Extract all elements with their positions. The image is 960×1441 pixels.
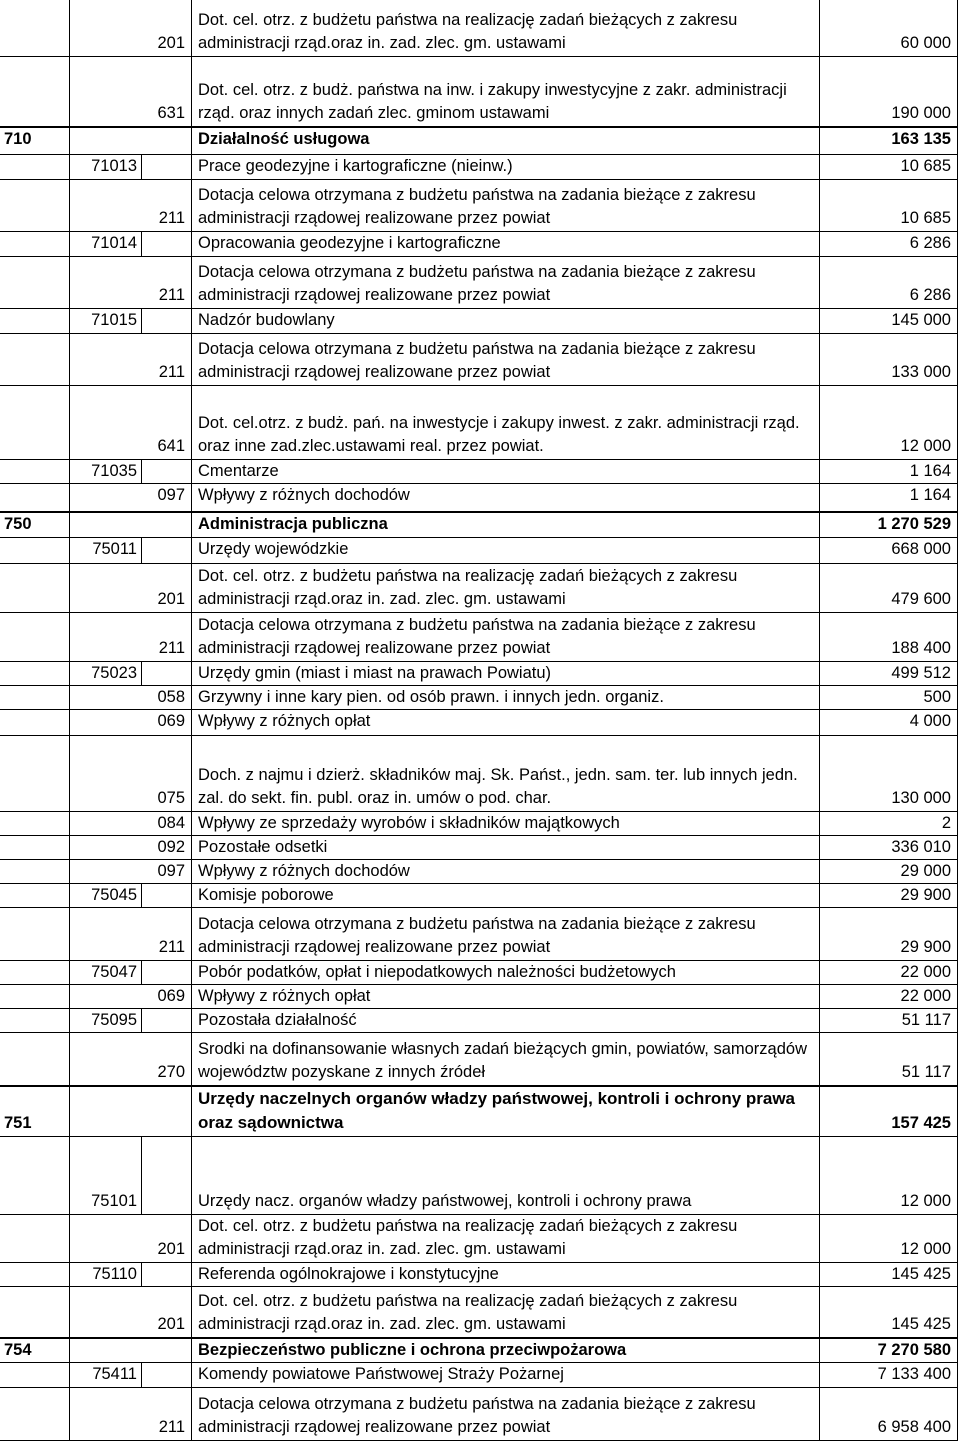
paragraf-row (0, 483, 958, 511)
paragraf-code (142, 1009, 192, 1032)
rozdzial-code (70, 257, 142, 308)
paragraf-code (142, 1363, 192, 1387)
dzial-code (0, 1287, 70, 1337)
paragraf-code: 211 (142, 334, 192, 385)
item-amount: 157 425 (820, 1087, 958, 1136)
paragraf-code: 097 (142, 860, 192, 883)
item-name: Wpływy z różnych opłat (192, 710, 820, 735)
dzial-code (0, 232, 70, 256)
dzial-code (0, 155, 70, 179)
rozdzial-code (70, 710, 142, 735)
rozdzial-code: 75095 (70, 1009, 142, 1032)
item-amount: 12 000 (820, 1137, 958, 1214)
item-name: Dotacja celowa otrzymana z budżetu państwa na zadania bieżące z zakresu administracji rządowej realizowane przez powiat (192, 257, 820, 308)
item-name: Referenda ogólnokrajowe i konstytucyjne (192, 1263, 820, 1286)
paragraf-code: 270 (142, 1033, 192, 1085)
item-amount: 145 000 (820, 309, 958, 333)
paragraf-row (0, 1387, 958, 1441)
paragraf-code: 641 (142, 386, 192, 459)
item-amount: 6 286 (820, 257, 958, 308)
paragraf-row (0, 0, 958, 56)
paragraf-code (142, 961, 192, 984)
item-name: Pozostała działalność (192, 1009, 820, 1032)
rozdzial-code (70, 1287, 142, 1337)
rozdzial-code (70, 180, 142, 231)
item-amount: 10 685 (820, 155, 958, 179)
rozdzial-code (70, 1388, 142, 1440)
item-amount: 133 000 (820, 334, 958, 385)
paragraf-code: 201 (142, 1287, 192, 1337)
item-name: Nadzór budowlany (192, 309, 820, 333)
rozdzial-code (70, 908, 142, 960)
item-amount: 29 900 (820, 884, 958, 907)
rozdzial-code (70, 613, 142, 661)
item-name: Administracja publiczna (192, 513, 820, 537)
rozdzial-row (0, 1136, 958, 1214)
rozdzial-row (0, 1362, 958, 1387)
item-amount: 145 425 (820, 1263, 958, 1286)
dzial-code (0, 564, 70, 612)
item-amount: 60 000 (820, 0, 958, 56)
item-name: Dot. cel. otrz. z budżetu państwa na realizację zadań bieżących z zakresu administracji rząd.oraz in. zad. zlec. gm. ustawami (192, 1287, 820, 1337)
rozdzial-row (0, 661, 958, 685)
paragraf-code (142, 460, 192, 483)
item-name: Dot. cel.otrz. z budż. pań. na inwestycje i zakupy inwest. z zakr. administracji rząd. oraz inne zad.zlec.ustawami real. przez powiat. (192, 386, 820, 459)
rozdzial-row (0, 1008, 958, 1032)
item-amount: 6 958 400 (820, 1388, 958, 1440)
paragraf-row (0, 811, 958, 835)
paragraf-code (142, 1137, 192, 1214)
paragraf-code: 201 (142, 1215, 192, 1262)
item-name: Komisje poborowe (192, 884, 820, 907)
item-name: Doch. z najmu i dzierż. składników maj. Sk. Państ., jedn. sam. ter. lub innych jedn. zal. do sekt. fin. publ. oraz in. umów o pod. char. (192, 736, 820, 811)
rozdzial-row (0, 231, 958, 256)
dzial-code: 710 (0, 128, 70, 154)
paragraf-code: 069 (142, 710, 192, 735)
paragraf-code (142, 1263, 192, 1286)
paragraf-row (0, 685, 958, 709)
dzial-code: 754 (0, 1339, 70, 1362)
rozdzial-code: 75411 (70, 1363, 142, 1387)
rozdzial-code: 75023 (70, 662, 142, 685)
rozdzial-code (70, 484, 142, 511)
rozdzial-row (0, 883, 958, 907)
rozdzial-code (70, 386, 142, 459)
item-amount: 7 270 580 (820, 1339, 958, 1362)
item-amount: 7 133 400 (820, 1363, 958, 1387)
paragraf-row (0, 563, 958, 612)
item-amount: 51 117 (820, 1009, 958, 1032)
paragraf-code: 211 (142, 613, 192, 661)
dzial-code: 751 (0, 1087, 70, 1136)
item-amount: 10 685 (820, 180, 958, 231)
paragraf-row (0, 984, 958, 1008)
paragraf-row (0, 735, 958, 811)
dzial-code (0, 1215, 70, 1262)
paragraf-code (142, 662, 192, 685)
dzial-code (0, 57, 70, 126)
paragraf-code (142, 884, 192, 907)
paragraf-row (0, 1214, 958, 1262)
item-name: Srodki na dofinansowanie własnych zadań bieżących gmin, powiatów, samorządów województw pozyskane z innych źródeł (192, 1033, 820, 1085)
paragraf-code (142, 1339, 192, 1362)
dzial-code (0, 334, 70, 385)
paragraf-code: 058 (142, 686, 192, 709)
dzial-code (0, 1388, 70, 1440)
item-amount: 6 286 (820, 232, 958, 256)
item-name: Urzędy gmin (miast i miast na prawach Powiatu) (192, 662, 820, 685)
rozdzial-row (0, 1262, 958, 1286)
dzial-code (0, 1033, 70, 1085)
dzial-code (0, 985, 70, 1008)
item-name: Dot. cel. otrz. z budżetu państwa na realizację zadań bieżących z zakresu administracji rząd.oraz in. zad. zlec. gm. ustawami (192, 0, 820, 56)
item-amount: 29 000 (820, 860, 958, 883)
item-name: Cmentarze (192, 460, 820, 483)
dzial-code (0, 736, 70, 811)
paragraf-row (0, 1032, 958, 1085)
rozdzial-code: 75045 (70, 884, 142, 907)
item-amount: 29 900 (820, 908, 958, 960)
dzial-code (0, 460, 70, 483)
paragraf-row (0, 333, 958, 385)
paragraf-row (0, 612, 958, 661)
paragraf-row (0, 385, 958, 459)
rozdzial-code (70, 57, 142, 126)
item-name: Dot. cel. otrz. z budżetu państwa na realizację zadań bieżących z zakresu administracji rząd.oraz in. zad. zlec. gm. ustawami (192, 1215, 820, 1262)
paragraf-code: 084 (142, 812, 192, 835)
dzial-code (0, 1009, 70, 1032)
rozdzial-code (70, 1033, 142, 1085)
rozdzial-code: 71035 (70, 460, 142, 483)
paragraf-code: 211 (142, 908, 192, 960)
dzial-code (0, 836, 70, 859)
item-amount: 163 135 (820, 128, 958, 154)
rozdzial-row (0, 537, 958, 563)
item-name: Komendy powiatowe Państwowej Straży Pożarnej (192, 1363, 820, 1387)
paragraf-row (0, 835, 958, 859)
paragraf-code (142, 1087, 192, 1136)
dzial-code (0, 812, 70, 835)
dzial-code (0, 484, 70, 511)
paragraf-code (142, 232, 192, 256)
item-name: Dot. cel. otrz. z budż. państwa na inw. i zakupy inwestycyjne z zakr. administracji rząd. oraz innych zadań zlec. gminom ustawami (192, 57, 820, 126)
dzial-code (0, 686, 70, 709)
item-amount: 188 400 (820, 613, 958, 661)
item-amount: 336 010 (820, 836, 958, 859)
rozdzial-code (70, 1339, 142, 1362)
item-name: Urzędy wojewódzkie (192, 538, 820, 563)
rozdzial-code: 71014 (70, 232, 142, 256)
rozdzial-code: 75101 (70, 1137, 142, 1214)
item-amount: 668 000 (820, 538, 958, 563)
item-name: Grzywny i inne kary pien. od osób prawn. i innych jedn. organiz. (192, 686, 820, 709)
dzial-code (0, 860, 70, 883)
item-name: Dot. cel. otrz. z budżetu państwa na realizację zadań bieżących z zakresu administracji rząd.oraz in. zad. zlec. gm. ustawami (192, 564, 820, 612)
dzial-code (0, 662, 70, 685)
item-name: Dotacja celowa otrzymana z budżetu państwa na zadania bieżące z zakresu administracji rządowej realizowane przez powiat (192, 613, 820, 661)
paragraf-code (142, 128, 192, 154)
item-name: Wpływy ze sprzedaży wyrobów i składników majątkowych (192, 812, 820, 835)
dzial-row (0, 126, 958, 154)
paragraf-code (142, 538, 192, 563)
rozdzial-code: 75047 (70, 961, 142, 984)
item-name: Dotacja celowa otrzymana z budżetu państwa na zadania bieżące z zakresu administracji rządowej realizowane przez powiat (192, 180, 820, 231)
item-amount: 130 000 (820, 736, 958, 811)
item-amount: 499 512 (820, 662, 958, 685)
paragraf-row (0, 256, 958, 308)
item-name: Urzędy nacz. organów władzy państwowej, kontroli i ochrony prawa (192, 1137, 820, 1214)
dzial-code (0, 961, 70, 984)
item-name: Działalność usługowa (192, 128, 820, 154)
paragraf-code: 631 (142, 57, 192, 126)
item-name: Urzędy naczelnych organów władzy państwowej, kontroli i ochrony prawa oraz sądownictwa (192, 1087, 820, 1136)
dzial-code (0, 257, 70, 308)
rozdzial-code (70, 985, 142, 1008)
item-amount: 12 000 (820, 386, 958, 459)
rozdzial-row (0, 459, 958, 483)
item-amount: 22 000 (820, 985, 958, 1008)
rozdzial-code: 75110 (70, 1263, 142, 1286)
rozdzial-code (70, 812, 142, 835)
item-name: Wpływy z różnych dochodów (192, 860, 820, 883)
rozdzial-code: 71015 (70, 309, 142, 333)
dzial-code (0, 1263, 70, 1286)
dzial-code (0, 884, 70, 907)
paragraf-row (0, 907, 958, 960)
rozdzial-code (70, 686, 142, 709)
rozdzial-row (0, 308, 958, 333)
dzial-code: 750 (0, 513, 70, 537)
dzial-code (0, 309, 70, 333)
paragraf-row (0, 179, 958, 231)
item-name: Prace geodezyjne i kartograficzne (nieinw.) (192, 155, 820, 179)
paragraf-code (142, 155, 192, 179)
item-name: Pozostałe odsetki (192, 836, 820, 859)
item-amount: 1 164 (820, 460, 958, 483)
item-amount: 145 425 (820, 1287, 958, 1337)
paragraf-code: 097 (142, 484, 192, 511)
paragraf-code: 211 (142, 257, 192, 308)
item-amount: 51 117 (820, 1033, 958, 1085)
item-name: Dotacja celowa otrzymana z budżetu państwa na zadania bieżące z zakresu administracji rządowej realizowane przez powiat (192, 334, 820, 385)
dzial-row (0, 1085, 958, 1136)
paragraf-code: 211 (142, 1388, 192, 1440)
paragraf-code: 075 (142, 736, 192, 811)
item-amount: 1 164 (820, 484, 958, 511)
rozdzial-code (70, 513, 142, 537)
item-amount: 1 270 529 (820, 513, 958, 537)
rozdzial-code (70, 334, 142, 385)
dzial-code (0, 180, 70, 231)
rozdzial-code (70, 736, 142, 811)
item-name: Bezpieczeństwo publiczne i ochrona przeciwpożarowa (192, 1339, 820, 1362)
item-amount: 479 600 (820, 564, 958, 612)
item-amount: 12 000 (820, 1215, 958, 1262)
paragraf-row (0, 56, 958, 126)
paragraf-code: 069 (142, 985, 192, 1008)
item-amount: 22 000 (820, 961, 958, 984)
item-amount: 500 (820, 686, 958, 709)
paragraf-row (0, 1286, 958, 1337)
rozdzial-code (70, 1215, 142, 1262)
item-name: Opracowania geodezyjne i kartograficzne (192, 232, 820, 256)
rozdzial-code: 71013 (70, 155, 142, 179)
dzial-code (0, 0, 70, 56)
paragraf-row (0, 859, 958, 883)
rozdzial-code (70, 836, 142, 859)
paragraf-code: 201 (142, 564, 192, 612)
paragraf-code: 211 (142, 180, 192, 231)
rozdzial-row (0, 154, 958, 179)
paragraf-code: 201 (142, 0, 192, 56)
rozdzial-row (0, 960, 958, 984)
rozdzial-code (70, 564, 142, 612)
dzial-code (0, 908, 70, 960)
rozdzial-code (70, 0, 142, 56)
paragraf-code (142, 513, 192, 537)
rozdzial-code (70, 1087, 142, 1136)
item-amount: 4 000 (820, 710, 958, 735)
dzial-code (0, 710, 70, 735)
dzial-code (0, 538, 70, 563)
item-amount: 190 000 (820, 57, 958, 126)
item-name: Dotacja celowa otrzymana z budżetu państwa na zadania bieżące z zakresu administracji rządowej realizowane przez powiat (192, 1388, 820, 1440)
item-amount: 2 (820, 812, 958, 835)
dzial-code (0, 1363, 70, 1387)
paragraf-row (0, 709, 958, 735)
rozdzial-code (70, 860, 142, 883)
item-name: Wpływy z różnych opłat (192, 985, 820, 1008)
dzial-code (0, 613, 70, 661)
paragraf-code (142, 309, 192, 333)
item-name: Pobór podatków, opłat i niepodatkowych należności budżetowych (192, 961, 820, 984)
dzial-row (0, 511, 958, 537)
paragraf-code: 092 (142, 836, 192, 859)
item-name: Wpływy z różnych dochodów (192, 484, 820, 511)
rozdzial-code: 75011 (70, 538, 142, 563)
dzial-code (0, 386, 70, 459)
dzial-code (0, 1137, 70, 1214)
dzial-row (0, 1337, 958, 1362)
rozdzial-code (70, 128, 142, 154)
item-name: Dotacja celowa otrzymana z budżetu państwa na zadania bieżące z zakresu administracji rządowej realizowane przez powiat (192, 908, 820, 960)
